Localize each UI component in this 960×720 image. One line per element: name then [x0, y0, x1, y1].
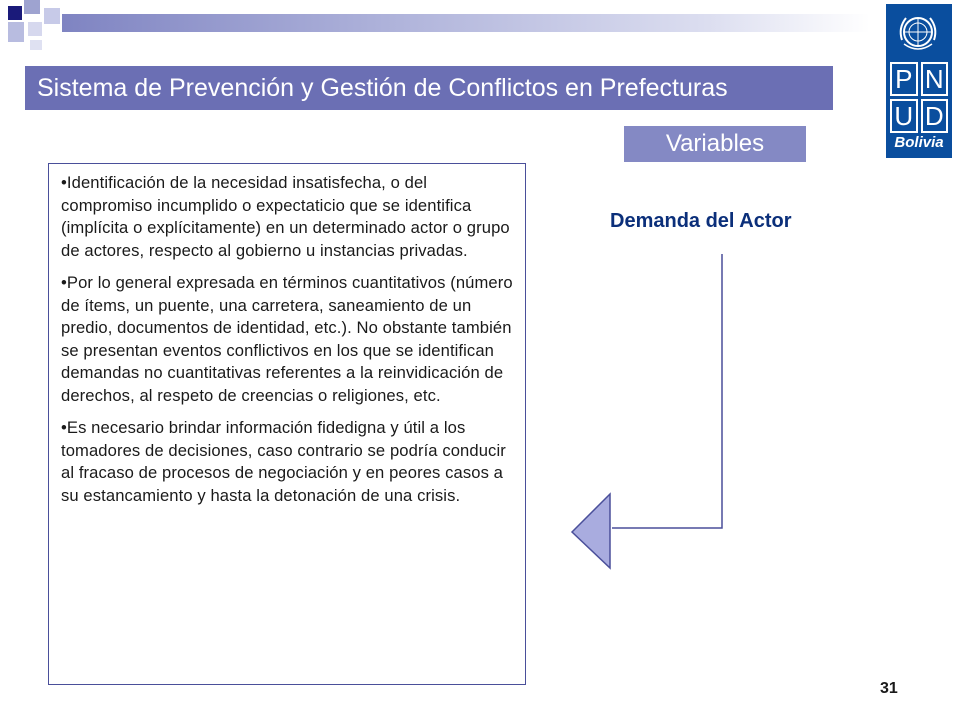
- decor-square: [30, 40, 42, 50]
- connector-line: [612, 254, 722, 528]
- decor-square: [28, 22, 42, 36]
- page-number: 31: [880, 680, 898, 697]
- slide-title: Sistema de Prevención y Gestión de Conflictos en Prefecturas: [25, 66, 833, 110]
- logo-letter: N: [921, 62, 949, 96]
- bullet-paragraph: •Por lo general expresada en términos cuantitativos (número de ítems, un puente, una carretera, saneamiento de un predio, documentos de identidad, etc.). No obstante también se presentan eventos conflictivos en los que se identifican demandas no cuantitativas referentes a la reinvidicación de derechos, al respeto de creencias o religiones, etc.: [61, 273, 513, 405]
- logo-country: Bolivia: [894, 134, 944, 151]
- logo-letter: D: [921, 99, 949, 133]
- logo-letter: U: [890, 99, 918, 133]
- logo-letter: P: [890, 62, 918, 96]
- bullet-paragraph: •Es necesario brindar información fidedigna y útil a los tomadores de decisiones, caso contrario se podría conducir al fracaso de procesos de negociación y en peores casos a su estancamiento y hasta la detonación de una crisis.: [61, 418, 506, 505]
- header-gradient-bar: [62, 14, 870, 32]
- arrow-head-icon: [572, 494, 610, 568]
- decor-square: [44, 8, 60, 24]
- section-label: Variables: [624, 126, 806, 162]
- connector-arrow: [560, 250, 740, 580]
- undp-letter-grid: [890, 62, 948, 132]
- undp-logo: [886, 4, 952, 158]
- un-emblem-icon: [896, 10, 940, 54]
- variable-name: Demanda del Actor: [610, 210, 792, 232]
- decor-square: [24, 0, 40, 14]
- bullet-paragraph: •Identificación de la necesidad insatisfecha, o del compromiso incumplido o expectaticio que se identifica (implícita o explícitamente) en un determinado actor o grupo de actores, respecto al gobierno u instancias privadas.: [61, 173, 510, 260]
- decor-square: [8, 22, 24, 42]
- decor-square: [8, 6, 22, 20]
- description-textbox: [48, 163, 526, 685]
